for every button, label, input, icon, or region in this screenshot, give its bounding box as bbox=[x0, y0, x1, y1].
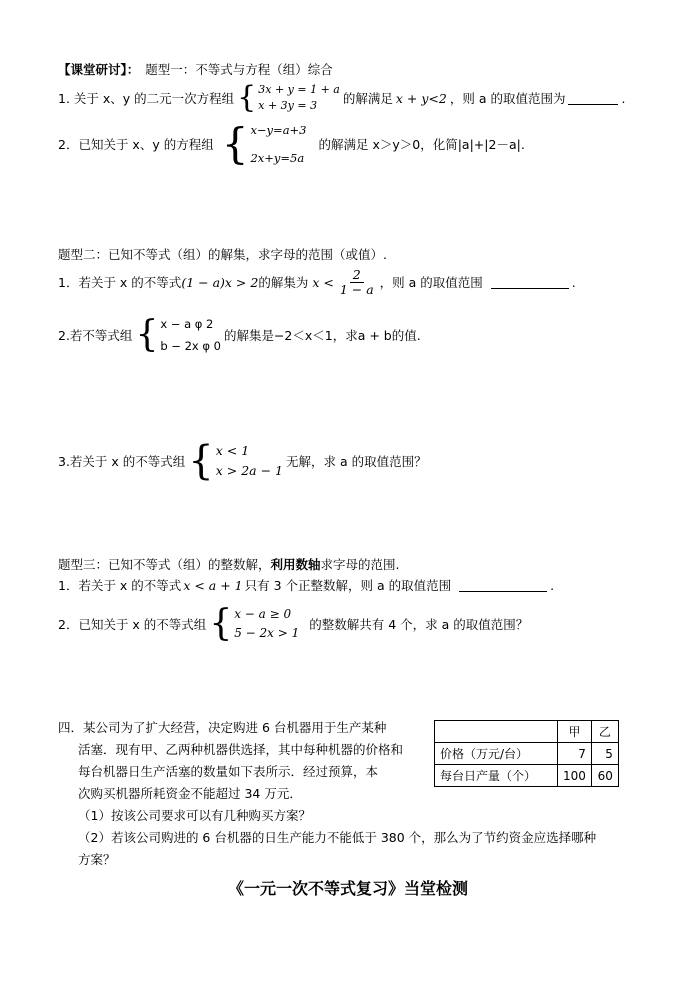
p4-line-2: 活塞．现有甲、乙两种机器供选择，其中每种机器的价格和 bbox=[78, 742, 404, 757]
t2q1-x: x < bbox=[312, 274, 334, 290]
t3q1-prefix: 1．若关于 x 的不等式 bbox=[58, 578, 182, 593]
section-header bbox=[58, 60, 333, 78]
system-eq-1: x − a ≥ 0 bbox=[234, 607, 292, 621]
type2-question-1 bbox=[58, 268, 576, 297]
system-eq-2: x + 3y = 3 bbox=[258, 99, 318, 113]
t2q1-prefix: 1．若关于 x 的不等式 bbox=[58, 275, 182, 291]
p4-line-1: 四．某公司为了扩大经营，决定购进 6 台机器用于生产某种 bbox=[58, 720, 387, 735]
system-eq-2: 5 − 2x > 1 bbox=[234, 625, 300, 640]
table-row-label: 每台日产量（个） bbox=[435, 765, 558, 787]
t2q2-post: 的解集是−2＜x＜1，求a + b的值. bbox=[223, 328, 421, 343]
type3-question-2 bbox=[58, 603, 529, 644]
answer-blank[interactable] bbox=[568, 92, 618, 105]
q1-prefix: 1. 关于 x、y 的二元一次方程组 bbox=[58, 91, 235, 106]
table-header-jia: 甲 bbox=[558, 721, 592, 743]
t2q1-mid: 的解集为 bbox=[258, 275, 309, 291]
type3-title bbox=[58, 555, 400, 573]
type2-question-3 bbox=[58, 438, 427, 484]
p4-sub-2: （2）若该公司购进的 6 台机器的日生产能力不能低于 380 个，那么为了节约资金应选择哪种 bbox=[78, 830, 597, 845]
fraction-numerator: 2 bbox=[350, 268, 364, 283]
p4-line-4: 次购买机器所耗资金不能超过 34 万元． bbox=[78, 786, 302, 801]
q2-prefix: 2．已知关于 x、y 的方程组 bbox=[58, 137, 214, 152]
type3-title-a: 题型三：已知不等式（组）的整数解， bbox=[58, 557, 271, 572]
type3-title-c: 求字母的范围. bbox=[320, 557, 400, 572]
brace-icon: { bbox=[209, 603, 233, 644]
q1-condition: x + y<2 bbox=[395, 90, 447, 106]
system-eq-2: 2x+y=5a bbox=[250, 150, 305, 165]
inequality-system bbox=[188, 438, 283, 484]
system-eq-1: x < 1 bbox=[215, 443, 250, 458]
fraction bbox=[337, 268, 377, 297]
type2-title: 题型二：已知不等式（组）的解集，求字母的范围（或值）. bbox=[58, 247, 387, 262]
t2q1-end: . bbox=[571, 274, 576, 290]
t2q1-post: ，则 a 的取值范围 bbox=[379, 275, 483, 291]
page-title: 《一元一次不等式复习》当堂检测 bbox=[227, 879, 468, 898]
type2-question-2 bbox=[58, 314, 421, 355]
table-row-label: 价格（万元/台） bbox=[435, 743, 558, 765]
table-row bbox=[435, 765, 619, 787]
brace-icon: { bbox=[221, 119, 249, 168]
t2q3-post: 无解，求 a 的取值范围？ bbox=[285, 454, 427, 469]
t3q2-prefix: 2．已知关于 x 的不等式组 bbox=[58, 617, 207, 632]
t3q1-end: . bbox=[550, 577, 555, 593]
q1-mid: 的解满足 bbox=[342, 91, 393, 106]
table-header-yi: 乙 bbox=[591, 721, 618, 743]
p4-sub-2b: 方案？ bbox=[78, 852, 116, 867]
inequality-system bbox=[135, 314, 221, 355]
table-corner-cell bbox=[435, 721, 558, 743]
q2-post: 的解满足 x＞y＞0，化简|a|+|2－a|. bbox=[318, 137, 525, 152]
equation-system bbox=[221, 119, 307, 168]
type3-question-1 bbox=[58, 576, 554, 594]
table-row bbox=[435, 743, 619, 765]
t3q1-inequality: x < a + 1 bbox=[183, 577, 243, 593]
inequality-system bbox=[209, 603, 300, 644]
price-table bbox=[434, 720, 619, 787]
table-cell: 7 bbox=[558, 743, 592, 765]
answer-blank[interactable] bbox=[459, 579, 547, 592]
fraction-denominator: 1 − a bbox=[339, 281, 374, 297]
type1-title: 题型一：不等式与方程（组）综合 bbox=[145, 62, 333, 77]
table-cell: 5 bbox=[591, 743, 618, 765]
answer-blank[interactable] bbox=[491, 276, 569, 289]
type3-title-b: 利用数轴 bbox=[270, 557, 321, 572]
system-eq-1: x − a φ 2 bbox=[160, 317, 214, 331]
t2q3-prefix: 3.若关于 x 的不等式组 bbox=[58, 454, 186, 469]
table-cell: 60 bbox=[591, 765, 618, 787]
price-table-wrap bbox=[434, 720, 619, 787]
brace-icon: { bbox=[135, 314, 159, 355]
question-2 bbox=[58, 119, 525, 168]
p4-sub-1: （1）按该公司要求可以有几种购买方案？ bbox=[78, 808, 311, 823]
t2q2-prefix: 2.若不等式组 bbox=[58, 328, 133, 343]
system-eq-2: b − 2x φ 0 bbox=[160, 338, 221, 353]
t3q2-post: 的整数解共有 4 个，求 a 的取值范围？ bbox=[309, 617, 529, 632]
system-eq-1: 3x + y = 1 + a bbox=[258, 83, 340, 96]
q1-end: . bbox=[621, 90, 626, 106]
t3q1-post: 只有 3 个正整数解，则 a 的取值范围 bbox=[244, 578, 452, 593]
brace-icon: { bbox=[237, 80, 257, 115]
system-eq-1: x−y=a+3 bbox=[250, 123, 307, 137]
q1-post: ，则 a 的取值范围为 bbox=[449, 91, 566, 106]
section-tag: 【课堂研讨】： bbox=[58, 62, 140, 77]
t2q1-inequality: (1 − a)x > 2 bbox=[181, 274, 259, 290]
p4-line-3: 每台机器日生产活塞的数量如下表所示．经过预算，本 bbox=[78, 764, 379, 779]
system-eq-2: x > 2a − 1 bbox=[215, 463, 283, 478]
equation-system bbox=[237, 80, 340, 115]
table-header-row bbox=[435, 721, 619, 743]
brace-icon: { bbox=[188, 438, 214, 484]
question-1 bbox=[58, 80, 626, 115]
table-cell: 100 bbox=[558, 765, 592, 787]
